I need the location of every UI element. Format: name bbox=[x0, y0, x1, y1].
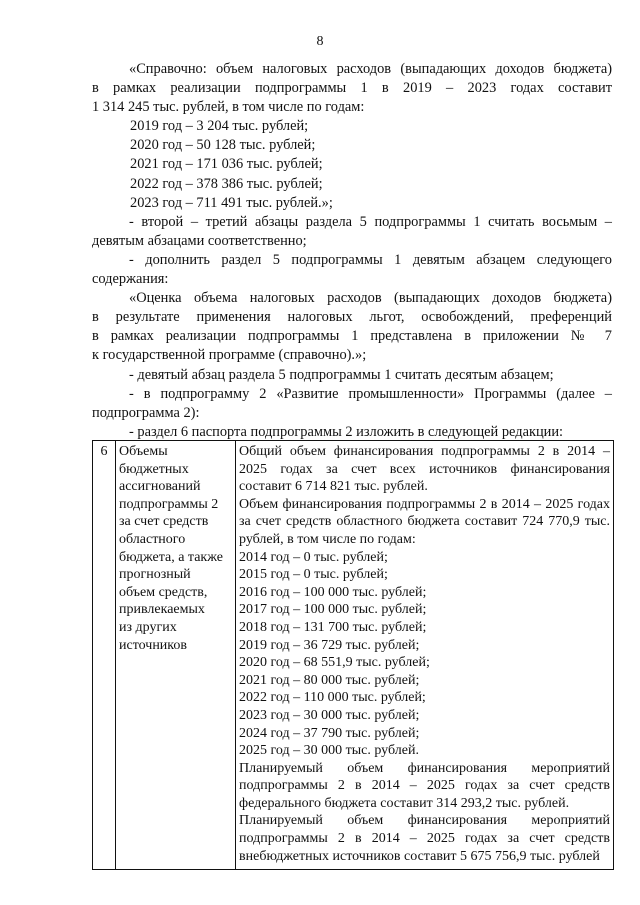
federal-line: подпрограммы 2 в 2014 – 2025 годах за счет средств bbox=[239, 778, 610, 794]
regional-line: за счет средств областного бюджета составит 724 770,9 тыс. bbox=[239, 514, 610, 530]
name-line: объем средств, bbox=[119, 584, 208, 600]
year-line: 2025 год – 30 000 тыс. рублей. bbox=[239, 743, 419, 759]
paragraph-reference-line: «Справочно: объем налоговых расходов (выпадающих доходов бюджета) bbox=[129, 61, 612, 77]
regional-line: Объем финансирования подпрограммы 2 в 2014 – 2025 годах bbox=[239, 496, 610, 512]
year-line: 2014 год – 0 тыс. рублей; bbox=[239, 549, 388, 565]
total-line: 2025 годах за счет всех источников финансирования bbox=[239, 461, 610, 477]
name-line: областного bbox=[119, 531, 186, 547]
name-line: подпрограммы 2 bbox=[119, 496, 219, 512]
extrabudget-line: внебюджетных источников составит 5 675 756,9 тыс. рублей bbox=[239, 848, 600, 864]
paragraph-line: подпрограмма 2): bbox=[92, 404, 200, 421]
extrabudget-line: Планируемый объем финансирования мероприятий bbox=[239, 813, 610, 829]
name-line: бюджета, а также bbox=[119, 549, 223, 565]
year-line: 2016 год – 100 000 тыс. рублей; bbox=[239, 584, 427, 600]
paragraph-line: девятым абзацами соответственно; bbox=[92, 232, 307, 249]
federal-line: федерального бюджета составит 314 293,2 тыс. рублей. bbox=[239, 795, 570, 811]
year-line: 2022 год – 378 386 тыс. рублей; bbox=[130, 175, 323, 192]
name-line: прогнозный bbox=[119, 567, 191, 583]
passport-table bbox=[92, 440, 614, 870]
name-line: ассигнований bbox=[119, 479, 201, 495]
year-line: 2019 год – 3 204 тыс. рублей; bbox=[130, 118, 309, 135]
paragraph-line: к государственной программе (справочно).»; bbox=[92, 347, 367, 364]
page-number: 8 bbox=[316, 34, 324, 49]
name-line: из других bbox=[119, 619, 177, 635]
name-line: за счет средств bbox=[119, 514, 209, 530]
paragraph-line: - раздел 6 паспорта подпрограммы 2 изложить в следующей редакции: bbox=[129, 423, 564, 440]
year-line: 2019 год – 36 729 тыс. рублей; bbox=[239, 637, 420, 653]
year-line: 2022 год – 110 000 тыс. рублей; bbox=[239, 690, 426, 706]
year-line: 2021 год – 171 036 тыс. рублей; bbox=[130, 156, 323, 173]
paragraph-line: - в подпрограмму 2 «Развитие промышленности» Программы (далее – bbox=[129, 385, 612, 402]
name-line: источников bbox=[119, 637, 188, 653]
paragraph-line: в результате применения налоговых льгот, освобождений, преференций bbox=[92, 309, 612, 326]
total-line: составит 6 714 821 тыс. рублей. bbox=[239, 479, 428, 495]
year-line: 2024 год – 37 790 тыс. рублей; bbox=[239, 725, 420, 741]
paragraph-reference-line: в рамках реализации подпрограммы 1 в 2019 – 2023 годах составит bbox=[92, 80, 612, 97]
year-line: 2017 год – 100 000 тыс. рублей; bbox=[239, 602, 427, 618]
document-body bbox=[92, 60, 612, 442]
name-line: бюджетных bbox=[119, 461, 189, 477]
year-line: 2021 год – 80 000 тыс. рублей; bbox=[239, 672, 420, 688]
paragraph-line: «Оценка объема налоговых расходов (выпадающих доходов бюджета) bbox=[129, 290, 612, 307]
year-line: 2018 год – 131 700 тыс. рублей; bbox=[239, 619, 427, 635]
paragraph-line: - дополнить раздел 5 подпрограммы 1 девятым абзацем следующего bbox=[129, 251, 612, 268]
row-name-cell bbox=[116, 441, 236, 870]
paragraph-line: - девятый абзац раздела 5 подпрограммы 1 считать десятым абзацем; bbox=[129, 366, 554, 383]
year-line: 2023 год – 711 491 тыс. рублей.»; bbox=[130, 194, 333, 211]
paragraph-line: содержания: bbox=[92, 271, 169, 288]
paragraph-line: - второй – третий абзацы раздела 5 подпрограммы 1 считать восьмым – bbox=[129, 213, 612, 230]
regional-line: рублей, в том числе по годам: bbox=[239, 531, 416, 547]
paragraph-line: в рамках реализации подпрограммы 1 представлена в приложении № 7 bbox=[92, 328, 612, 345]
federal-line: Планируемый объем финансирования мероприятий bbox=[239, 760, 610, 776]
table-row bbox=[93, 441, 614, 870]
paragraph-reference-line: 1 314 245 тыс. рублей, в том числе по годам: bbox=[92, 99, 365, 116]
name-line: привлекаемых bbox=[119, 602, 205, 618]
total-line: Общий объем финансирования подпрограммы 2 в 2014 – bbox=[239, 444, 610, 459]
extrabudget-line: подпрограммы 2 в 2014 – 2025 годах за счет средств bbox=[239, 831, 610, 847]
name-line: Объемы bbox=[119, 444, 168, 459]
row-number-cell: 6 bbox=[93, 441, 116, 870]
year-line: 2020 год – 50 128 тыс. рублей; bbox=[130, 137, 316, 154]
year-line: 2023 год – 30 000 тыс. рублей; bbox=[239, 707, 420, 723]
row-value-cell bbox=[236, 441, 614, 870]
year-line: 2015 год – 0 тыс. рублей; bbox=[239, 567, 388, 583]
year-line: 2020 год – 68 551,9 тыс. рублей; bbox=[239, 655, 430, 671]
